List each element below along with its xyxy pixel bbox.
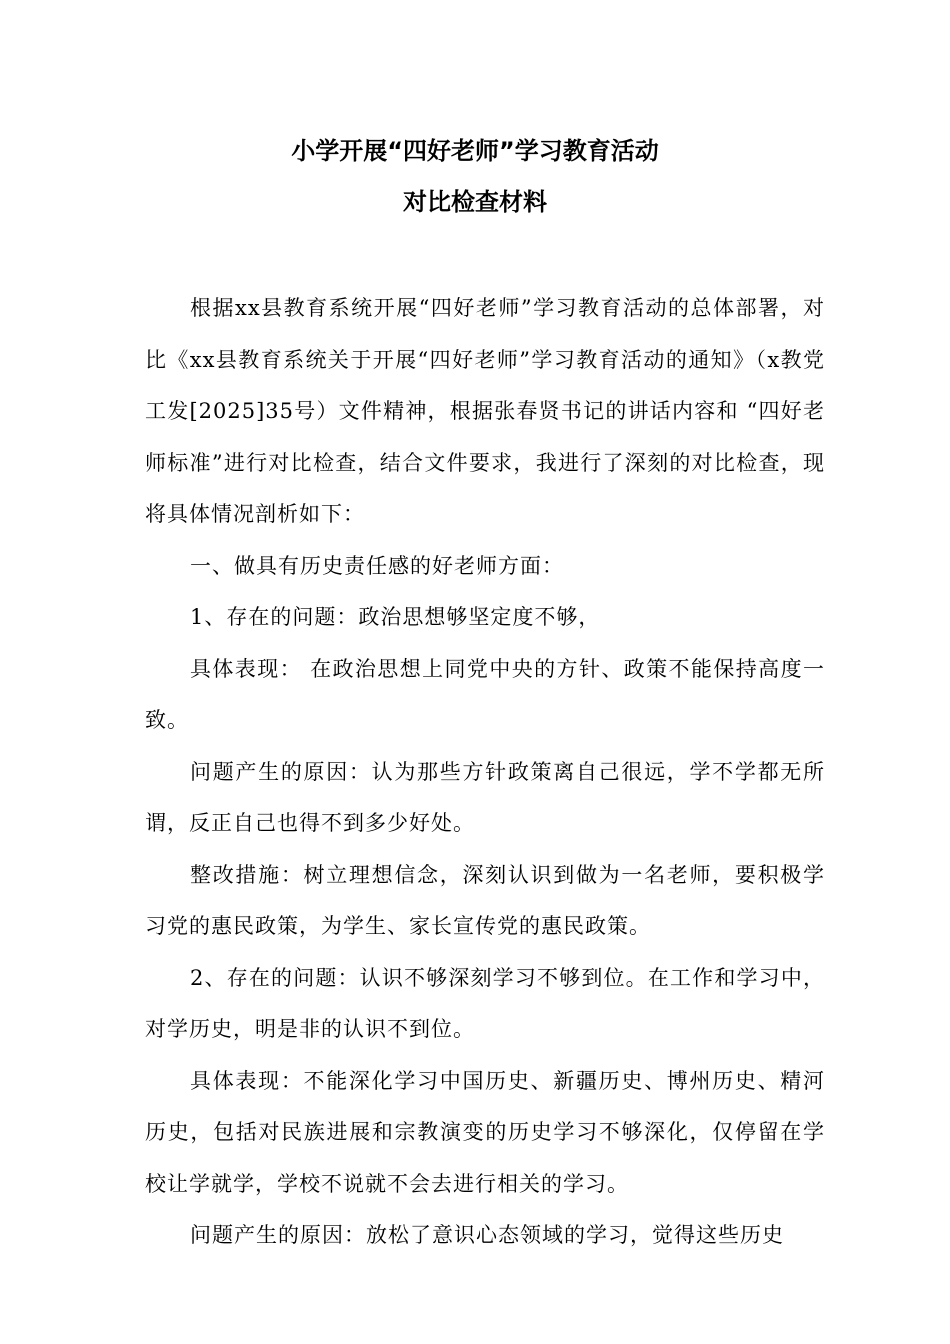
paragraph-intro: 根据xx县教育系统开展“四好老师”学习教育活动的总体部署，对比《xx县教育系统关于开展“四好老师”学习教育活动的通知》（x教党工发[2025]35号）文件精神，根据张春贤书记的讲话内容和 “四好老师标准”进行对比检查，结合文件要求，我进行了深刻的对比检查，现将具体情况剖析如下： [145, 296, 825, 526]
paragraph-cause-1: 问题产生的原因：认为那些方针政策离自己很远，学不学都无所谓，反正自己也得不到多少好处。 [145, 759, 825, 835]
paragraph-measures-1: 整改措施：树立理想信念，深刻认识到做为一名老师，要积极学习党的惠民政策，为学生、家长宣传党的惠民政策。 [145, 862, 825, 938]
paragraph-manifestation-1: 具体表现： 在政治思想上同党中央的方针、政策不能保持高度一致。 [145, 656, 825, 732]
paragraph-manifestation-2: 具体表现：不能深化学习中国历史、新疆历史、博州历史、精河历史，包括对民族进展和宗教演变的历史学习不够深化，仅停留在学校让学就学，学校不说就不会去进行相关的学习。 [145, 1068, 825, 1196]
document-subtitle: 对比检查材料 [403, 188, 547, 216]
document-body [145, 283, 825, 1262]
paragraph-problem-1: 1、存在的问题：政治思想够坚定度不够， [190, 605, 601, 629]
document-title: 小学开展“四好老师”学习教育活动 [291, 137, 659, 165]
paragraph-section-heading: 一、做具有历史责任感的好老师方面： [190, 553, 564, 578]
paragraph-problem-2: 2、存在的问题：认识不够深刻学习不够到位。在工作和学习中，对学历史，明是非的认识不到位。 [145, 965, 825, 1041]
paragraph-cause-2: 问题产生的原因：放松了意识心态领域的学习，觉得这些历史 [190, 1223, 784, 1247]
